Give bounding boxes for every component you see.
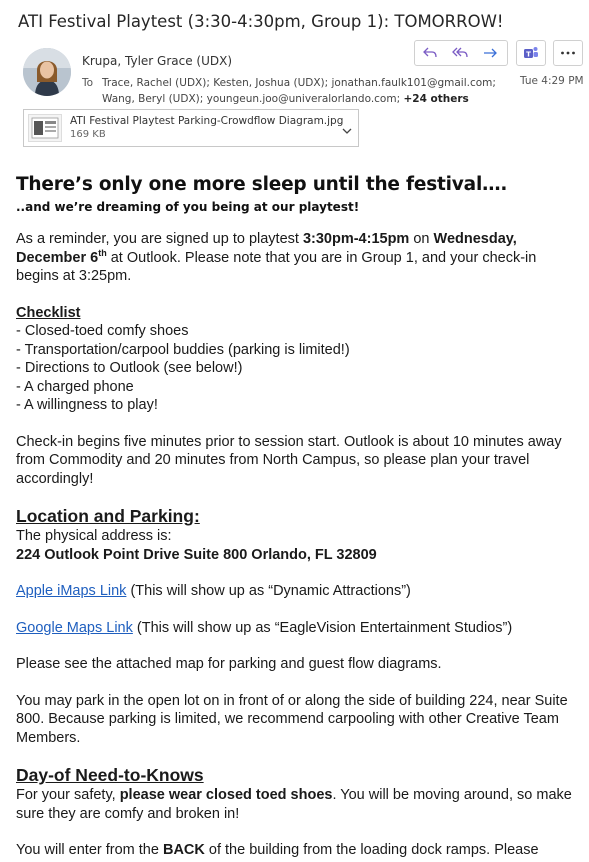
- timestamp: Tue 4:29 PM: [520, 75, 584, 87]
- more-recipients-link[interactable]: +24 others: [403, 93, 469, 105]
- attachment-card[interactable]: [23, 109, 359, 147]
- location-title: Location and Parking:: [16, 506, 200, 526]
- recipients-line-1[interactable]: Trace, Rachel (UDX); Kesten, Joshua (UDX); jonathan.faulk101@gmail.com;: [102, 77, 496, 89]
- address-intro: The physical address is:: [16, 528, 172, 544]
- apple-maps-link[interactable]: Apple iMaps Link: [16, 583, 127, 599]
- reminder-paragraph: As a reminder, you are signed up to playtest 3:30pm-4:15pm on Wednesday, December 6th at Outlook. Please note that you are in Group 1, and your check-in begins at 3:25pm.: [16, 231, 537, 284]
- more-icon: [554, 41, 582, 65]
- parking-note: You may park in the open lot on in front of or along the side of building 224, near Suite 800. Because parking is limited, we recommend carpooling with other Creative Team Members.: [16, 692, 568, 746]
- reply-actions: [414, 40, 508, 66]
- recipients: [82, 75, 522, 107]
- safety-paragraph: For your safety, please wear closed toed shoes. You will be moving around, so make sure they are comfy and broken in!: [16, 787, 572, 822]
- attachment-size: 169 KB: [70, 129, 106, 140]
- list-item: - A charged phone: [16, 378, 134, 395]
- sender-name[interactable]: Krupa, Tyler Grace (UDX): [82, 54, 233, 68]
- list-item: - A willingness to play!: [16, 397, 158, 413]
- list-item: - Directions to Outlook (see below!): [16, 360, 243, 376]
- reply-icon[interactable]: [415, 41, 445, 65]
- google-maps-link[interactable]: Google Maps Link: [16, 619, 133, 636]
- image-thumbnail-icon: [28, 114, 62, 142]
- svg-text:T: T: [526, 50, 531, 59]
- subheadline: ..and we’re dreaming of you being at our playtest!: [16, 200, 360, 214]
- avatar[interactable]: [23, 48, 71, 96]
- forward-icon[interactable]: [475, 41, 505, 65]
- checklist-title: Checklist: [16, 304, 81, 321]
- more-actions-button[interactable]: [553, 40, 583, 66]
- google-maps-line: Google Maps Link (This will show up as “EagleVision Entertainment Studios”): [16, 619, 513, 636]
- headline: There’s only one more sleep until the festival….: [16, 174, 508, 195]
- address: 224 Outlook Point Drive Suite 800 Orlando, FL 32809: [16, 546, 377, 563]
- entry-paragraph: You will enter from the BACK of the building from the loading dock ramps. Please: [16, 842, 539, 858]
- chevron-down-icon[interactable]: [342, 122, 352, 140]
- map-note: Please see the attached map for parking and guest flow diagrams.: [16, 656, 442, 672]
- reply-all-icon[interactable]: [445, 41, 475, 65]
- apple-maps-line: Apple iMaps Link (This will show up as “Dynamic Attractions”): [16, 583, 411, 599]
- dayof-section: [16, 765, 582, 823]
- email-body: [16, 172, 582, 860]
- dayof-title: Day-of Need-to-Knows: [16, 765, 204, 785]
- location-section: [16, 506, 582, 564]
- email-subject: ATI Festival Playtest (3:30-4:30pm, Group 1): TOMORROW!: [18, 12, 504, 31]
- checkin-paragraph: Check-in begins five minutes prior to session start. Outlook is about 10 minutes away from Commodity and 20 minutes from North Campus, so please plan your travel accordingly!: [16, 433, 562, 487]
- attachment-filename: ATI Festival Playtest Parking-Crowdflow Diagram.jpg: [70, 115, 344, 127]
- list-item: - Transportation/carpool buddies (parking is limited!): [16, 341, 350, 358]
- list-item: - Closed-toed comfy shoes: [16, 323, 189, 339]
- teams-icon: [517, 41, 545, 65]
- to-label: To: [82, 77, 94, 89]
- checklist: [16, 304, 582, 415]
- recipients-line-2[interactable]: Wang, Beryl (UDX); youngeun.joo@univeralorlando.com;: [102, 93, 401, 105]
- teams-button[interactable]: [516, 40, 546, 66]
